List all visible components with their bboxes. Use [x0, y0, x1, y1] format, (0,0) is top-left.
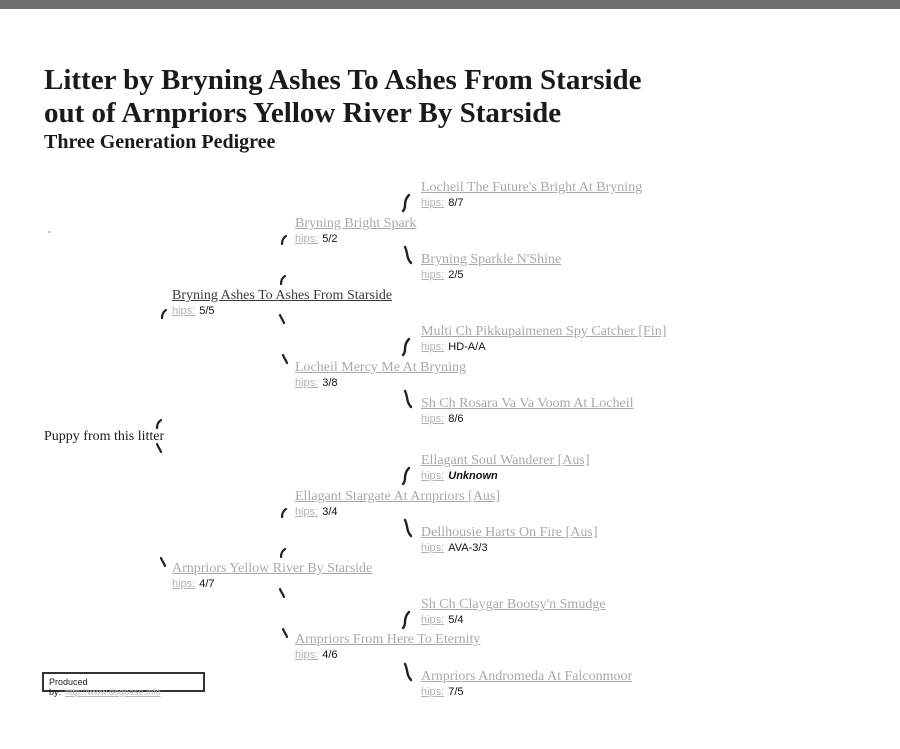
hips-label: hips:: [295, 506, 319, 518]
hips-label: hips:: [421, 614, 445, 626]
title-line-2: out of Arnpriors Yellow River By Starside: [44, 97, 562, 129]
hips-value: 2/5: [448, 269, 464, 281]
dog-name-link[interactable]: Sh Ch Rosara Va Va Voom At Locheil: [421, 396, 634, 411]
title-line-1: Litter by Bryning Ashes To Ashes From Starside: [44, 64, 642, 96]
dog-name-link[interactable]: Multi Ch Pikkupaimenen Spy Catcher [Fin]: [421, 324, 667, 339]
bracket-down-mark: [403, 245, 413, 265]
pedigree-node-dam-sire-dam: [421, 525, 598, 555]
hips-value: 5/2: [322, 233, 338, 245]
bracket-up-mark: [280, 234, 288, 246]
dam-name-link[interactable]: Arnpriors Yellow River By Starside: [172, 561, 373, 576]
bracket-up-mark: [401, 193, 411, 213]
hips-score: [295, 376, 466, 390]
produced-by-box: [42, 672, 205, 697]
hips-label: hips:: [172, 305, 196, 317]
bracket-down-mark: [278, 587, 286, 599]
hips-score: [421, 268, 561, 282]
bracket-up-mark: [155, 418, 163, 430]
bracket-up-mark: [279, 274, 287, 286]
hips-label: hips:: [421, 542, 445, 554]
dog-name-link[interactable]: Ellagant Stargate At Arnpriors [Aus]: [295, 489, 501, 504]
pedigree-node-dam-dam-sire: [421, 597, 606, 627]
hips-label: hips:: [295, 233, 319, 245]
produced-by-link[interactable]: http://www.dogbase.info: [65, 687, 161, 697]
hips-label: hips:: [421, 686, 445, 698]
bracket-down-mark: [278, 313, 286, 325]
hips-value: 3/4: [322, 506, 338, 518]
hips-value: HD-A/A: [448, 341, 486, 353]
hips-label: hips:: [421, 413, 445, 425]
hips-score: [172, 577, 372, 591]
hips-label: hips:: [295, 649, 319, 661]
hips-value: 4/6: [322, 649, 338, 661]
sire-name-link[interactable]: Bryning Ashes To Ashes From Starside: [172, 288, 393, 303]
dog-name-link[interactable]: Arnpriors From Here To Eternity: [295, 632, 481, 647]
bracket-down-mark: [281, 627, 289, 639]
page-title: [44, 64, 642, 130]
bracket-up-mark: [279, 547, 287, 559]
hips-value: 5/5: [199, 305, 215, 317]
bracket-up-mark: [401, 610, 411, 630]
bracket-up-mark: [401, 337, 411, 357]
dog-name-link[interactable]: Bryning Bright Spark: [295, 216, 417, 231]
pedigree-node-dam: [172, 561, 372, 591]
hips-value: 8/6: [448, 413, 464, 425]
hips-score: [421, 412, 633, 426]
dog-name-link[interactable]: Sh Ch Claygar Bootsy'n Smudge: [421, 597, 606, 612]
hips-score: [421, 340, 666, 354]
hips-score: [421, 613, 606, 627]
hips-score: [295, 648, 480, 662]
pedigree-node-dam-dam: [295, 632, 480, 662]
hips-label: hips:: [421, 197, 445, 209]
hips-score: [421, 196, 642, 210]
dog-name-link[interactable]: Locheil Mercy Me At Bryning: [295, 360, 467, 375]
pedigree-node-sire-dam-dam: [421, 396, 633, 426]
hips-score: [421, 469, 590, 483]
bracket-down-mark: [403, 389, 413, 409]
hips-value: 3/8: [322, 377, 338, 389]
puppy-label: Puppy from this litter: [44, 429, 165, 444]
dog-name-link[interactable]: Arnpriors Andromeda At Falconmoor: [421, 669, 633, 684]
hips-value: 4/7: [199, 578, 215, 590]
bracket-down-mark: [403, 662, 413, 682]
bracket-down-mark: [155, 442, 163, 454]
pedigree-node-dam-dam-dam: [421, 669, 632, 699]
hips-value: Unknown: [448, 470, 498, 482]
hips-label: hips:: [172, 578, 196, 590]
bracket-up-mark: [280, 507, 288, 519]
hips-value: 8/7: [448, 197, 464, 209]
pedigree-node-sire-sire-sire: [421, 180, 642, 210]
dog-name-link[interactable]: Locheil The Future's Bright At Bryning: [421, 180, 643, 195]
pedigree-node-dam-sire: [295, 489, 500, 519]
pedigree-node-sire-sire: [295, 216, 416, 246]
hips-value: 5/4: [448, 614, 464, 626]
scan-speck: [48, 231, 51, 233]
bracket-down-mark: [281, 353, 289, 365]
pedigree-node-sire-sire-dam: [421, 252, 561, 282]
hips-score: [421, 541, 598, 555]
bracket-down-mark: [403, 518, 413, 538]
page-subtitle: Three Generation Pedigree: [44, 131, 276, 153]
pedigree-node-dam-sire-sire: [421, 453, 590, 483]
dog-name-link[interactable]: Bryning Sparkle N'Shine: [421, 252, 562, 267]
bracket-up-mark: [160, 308, 168, 320]
pedigree-node-sire-dam-sire: [421, 324, 666, 354]
pedigree-node-sire-dam: [295, 360, 466, 390]
top-border-bar: [0, 0, 900, 9]
hips-label: hips:: [421, 341, 445, 353]
hips-label: hips:: [421, 470, 445, 482]
hips-value: AVA-3/3: [448, 542, 488, 554]
dog-name-link[interactable]: Ellagant Soul Wanderer [Aus]: [421, 453, 590, 468]
dog-name-link[interactable]: Dellhousie Harts On Fire [Aus]: [421, 525, 598, 540]
hips-label: hips:: [421, 269, 445, 281]
bracket-up-mark: [401, 466, 411, 486]
hips-value: 7/5: [448, 686, 464, 698]
hips-score: [421, 685, 632, 699]
produced-by-label: Produced by:: [49, 677, 88, 697]
hips-score: [295, 505, 500, 519]
bracket-down-mark: [159, 556, 167, 568]
hips-score: [295, 232, 416, 246]
hips-label: hips:: [295, 377, 319, 389]
